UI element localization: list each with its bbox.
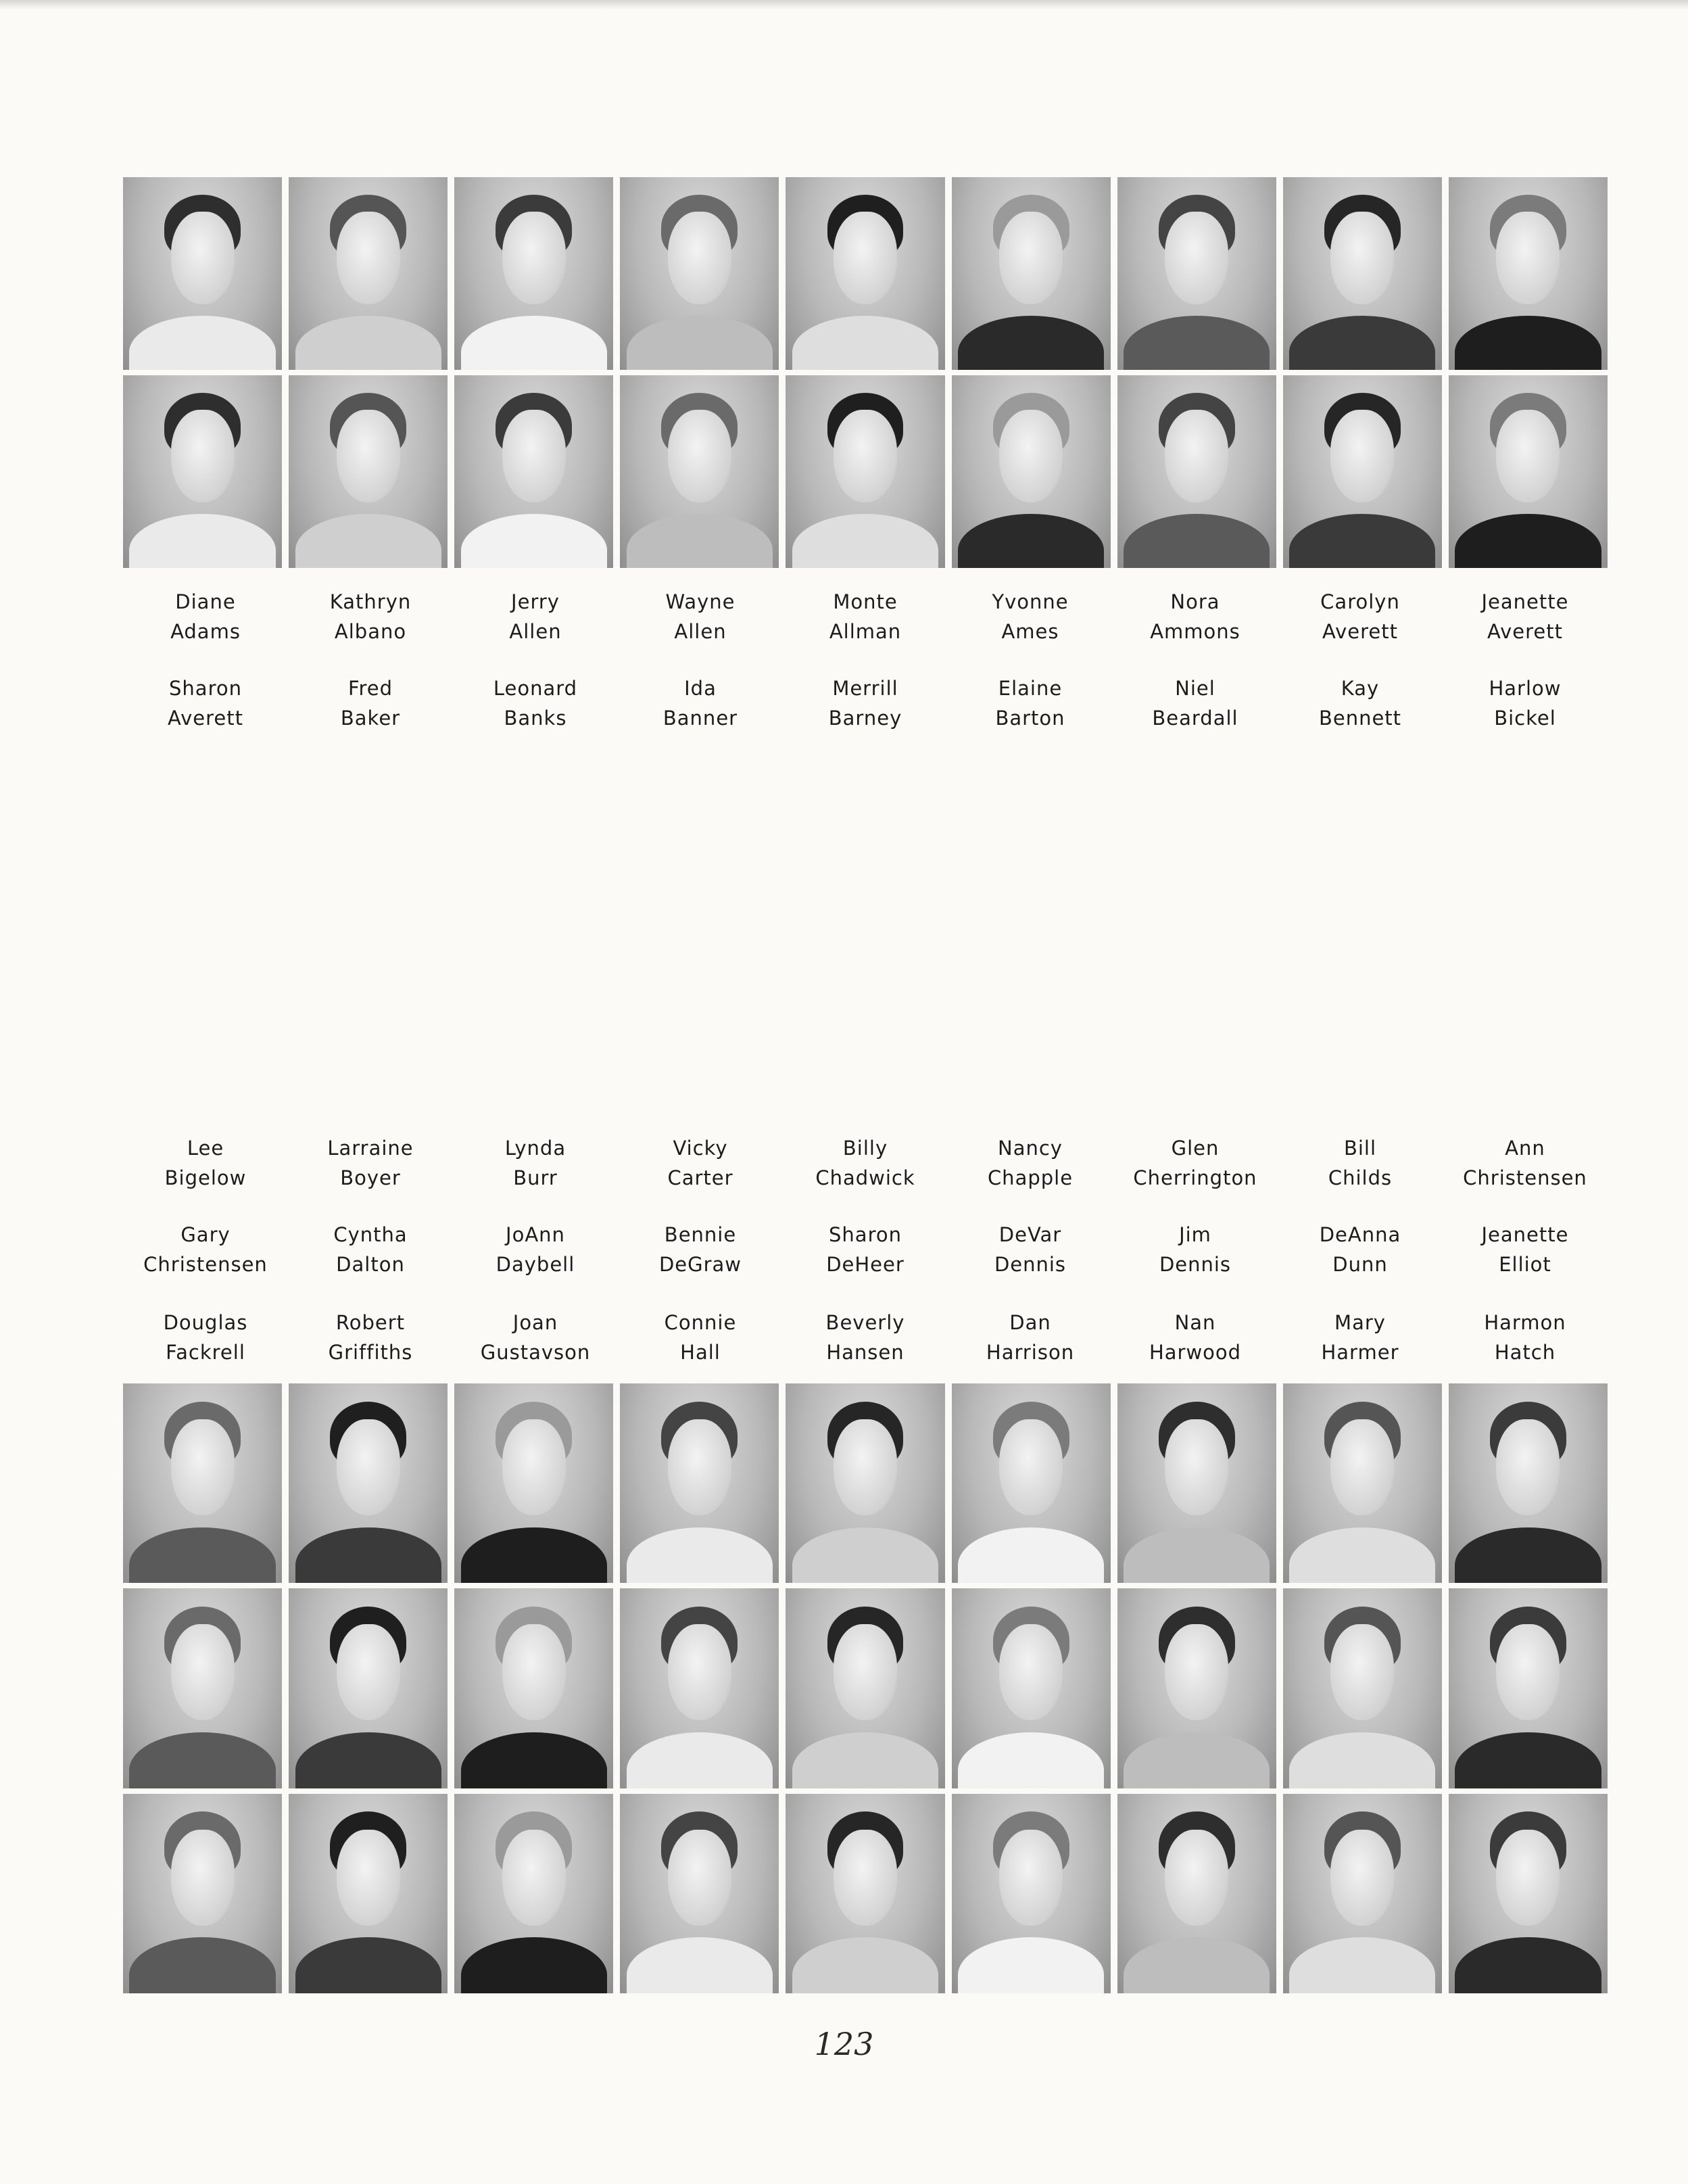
- student-portrait: [289, 177, 448, 370]
- first-name: Nan: [1174, 1311, 1216, 1334]
- student-name: [453, 1133, 618, 1193]
- last-name: Burr: [513, 1166, 558, 1189]
- first-name: Harlow: [1489, 677, 1562, 700]
- first-name: Harmon: [1484, 1311, 1566, 1334]
- first-name: Billy: [842, 1137, 888, 1160]
- last-name: Chapple: [987, 1166, 1074, 1189]
- portrait-shoulders: [295, 1937, 441, 1993]
- first-name: Nancy: [998, 1137, 1063, 1160]
- student-name: [1113, 1133, 1278, 1193]
- student-name: [1443, 587, 1608, 646]
- last-name: Hall: [680, 1341, 721, 1364]
- student-name: [618, 1220, 783, 1279]
- portrait-shoulders: [1289, 1937, 1435, 1993]
- student-name: [783, 673, 948, 733]
- student-name: [1443, 1133, 1608, 1193]
- student-name: [453, 1220, 618, 1279]
- first-name: Cyntha: [333, 1223, 408, 1246]
- first-name: Jerry: [511, 590, 560, 613]
- student-portrait: [1449, 1794, 1608, 1993]
- portrait-face: [502, 1419, 566, 1515]
- portrait-face: [999, 1419, 1063, 1515]
- portrait-shoulders: [792, 316, 938, 370]
- portrait-shoulders: [958, 316, 1104, 370]
- student-name: [1278, 1220, 1443, 1279]
- first-name: Kay: [1341, 677, 1380, 700]
- portrait-shoulders: [295, 316, 441, 370]
- first-name: Lee: [187, 1137, 224, 1160]
- portrait-face: [999, 1830, 1063, 1926]
- portrait-face: [834, 410, 897, 502]
- portrait-shoulders: [461, 316, 607, 370]
- portrait-shoulders: [1289, 1527, 1435, 1584]
- student-portrait: [1283, 1588, 1442, 1788]
- student-name: [1113, 1308, 1278, 1367]
- first-name: Kathryn: [329, 590, 412, 613]
- last-name: Banner: [662, 707, 738, 730]
- portrait-face: [502, 1830, 566, 1926]
- student-portrait: [1117, 1794, 1276, 1993]
- last-name: Dennis: [1159, 1253, 1232, 1276]
- student-name: [1113, 673, 1278, 733]
- last-name: DeGraw: [658, 1253, 742, 1276]
- portrait-shoulders: [1289, 316, 1435, 370]
- portrait-shoulders: [1124, 316, 1270, 370]
- portrait-face: [668, 1830, 731, 1926]
- student-portrait: [454, 1588, 613, 1788]
- portrait-shoulders: [792, 514, 938, 568]
- student-name: [123, 1133, 288, 1193]
- portrait-face: [171, 1419, 235, 1515]
- name-row-3: [123, 1133, 1608, 1193]
- student-portrait: [1449, 1383, 1608, 1583]
- last-name: Allen: [509, 620, 562, 643]
- student-name: [453, 587, 618, 646]
- first-name: Fred: [347, 677, 393, 700]
- portrait-shoulders: [792, 1732, 938, 1788]
- first-name: Joan: [512, 1311, 558, 1334]
- first-name: Mary: [1334, 1311, 1386, 1334]
- student-portrait: [1117, 375, 1276, 568]
- last-name: Banks: [504, 707, 567, 730]
- student-name: [1278, 673, 1443, 733]
- last-name: Dunn: [1332, 1253, 1388, 1276]
- portrait-face: [668, 212, 731, 304]
- student-portrait: [454, 375, 613, 568]
- portrait-shoulders: [129, 1732, 275, 1788]
- student-portrait: [952, 1383, 1111, 1583]
- last-name: Averett: [167, 707, 243, 730]
- student-portrait: [1449, 177, 1608, 370]
- last-name: Harmer: [1321, 1341, 1399, 1364]
- first-name: Lynda: [504, 1137, 566, 1160]
- portrait-shoulders: [627, 1732, 773, 1788]
- portrait-face: [1330, 1624, 1394, 1720]
- first-name: DeVar: [998, 1223, 1062, 1246]
- student-portrait: [1283, 1794, 1442, 1993]
- name-row-4: [123, 1220, 1608, 1279]
- portrait-shoulders: [627, 316, 773, 370]
- portrait-face: [1496, 1419, 1560, 1515]
- student-portrait: [123, 1588, 282, 1788]
- student-portrait: [620, 375, 779, 568]
- portrait-shoulders: [129, 1937, 275, 1993]
- portrait-shoulders: [295, 1732, 441, 1788]
- student-name: [783, 1133, 948, 1193]
- student-portrait: [786, 1383, 944, 1583]
- first-name: Vicky: [673, 1137, 728, 1160]
- portrait-shoulders: [1124, 514, 1270, 568]
- student-portrait: [620, 1794, 779, 1993]
- portrait-face: [834, 1830, 897, 1926]
- first-name: Douglas: [163, 1311, 248, 1334]
- portrait-shoulders: [958, 514, 1104, 568]
- last-name: Dalton: [336, 1253, 405, 1276]
- last-name: Boyer: [340, 1166, 401, 1189]
- student-name: [123, 1308, 288, 1367]
- portrait-shoulders: [958, 1732, 1104, 1788]
- portrait-shoulders: [1124, 1937, 1270, 1993]
- student-name: [783, 587, 948, 646]
- first-name: Sharon: [169, 677, 242, 700]
- last-name: Beardall: [1152, 707, 1238, 730]
- student-name: [1278, 1308, 1443, 1367]
- name-row-5: [123, 1308, 1608, 1367]
- student-portrait: [952, 177, 1111, 370]
- first-name: Larraine: [327, 1137, 414, 1160]
- last-name: Dennis: [994, 1253, 1067, 1276]
- portrait-shoulders: [627, 514, 773, 568]
- name-row-2: [123, 673, 1608, 733]
- portrait-shoulders: [627, 1937, 773, 1993]
- last-name: Harwood: [1149, 1341, 1242, 1364]
- portrait-face: [1165, 1624, 1228, 1720]
- first-name: Connie: [664, 1311, 737, 1334]
- student-portrait: [786, 177, 944, 370]
- first-name: Dan: [1009, 1311, 1051, 1334]
- portrait-face: [1496, 212, 1560, 304]
- student-portrait: [289, 1794, 448, 1993]
- portrait-shoulders: [958, 1937, 1104, 1993]
- student-name: [288, 1308, 453, 1367]
- portrait-face: [668, 1624, 731, 1720]
- last-name: Adams: [170, 620, 241, 643]
- portrait-shoulders: [958, 1527, 1104, 1584]
- first-name: DeAnna: [1319, 1223, 1401, 1246]
- last-name: Allen: [674, 620, 727, 643]
- student-portrait: [1283, 375, 1442, 568]
- student-portrait: [289, 375, 448, 568]
- portrait-shoulders: [461, 1732, 607, 1788]
- student-portrait: [454, 1794, 613, 1993]
- portrait-shoulders: [1455, 1527, 1601, 1584]
- student-name: [948, 673, 1113, 733]
- last-name: Bennett: [1318, 707, 1402, 730]
- portrait-face: [502, 1624, 566, 1720]
- first-name: Glen: [1171, 1137, 1220, 1160]
- last-name: Ammons: [1150, 620, 1240, 643]
- portrait-shoulders: [129, 316, 275, 370]
- portrait-face: [171, 1830, 235, 1926]
- portrait-face: [834, 1624, 897, 1720]
- student-name: [453, 673, 618, 733]
- first-name: Bill: [1343, 1137, 1377, 1160]
- portrait-face: [834, 212, 897, 304]
- portrait-face: [502, 410, 566, 502]
- student-portrait: [786, 1588, 944, 1788]
- student-name: [453, 1308, 618, 1367]
- first-name: Bennie: [664, 1223, 737, 1246]
- portrait-shoulders: [1124, 1732, 1270, 1788]
- last-name: Fackrell: [166, 1341, 245, 1364]
- last-name: Christensen: [143, 1253, 268, 1276]
- last-name: Barney: [828, 707, 902, 730]
- portrait-shoulders: [129, 1527, 275, 1584]
- portrait-face: [1330, 1419, 1394, 1515]
- portrait-shoulders: [792, 1937, 938, 1993]
- portrait-face: [1165, 1419, 1228, 1515]
- portrait-face: [1165, 212, 1228, 304]
- portrait-shoulders: [792, 1527, 938, 1584]
- student-name: [783, 1308, 948, 1367]
- last-name: Childs: [1328, 1166, 1393, 1189]
- last-name: Allman: [829, 620, 902, 643]
- portrait-shoulders: [1455, 514, 1601, 568]
- student-portrait: [786, 375, 944, 568]
- student-name: [1278, 1133, 1443, 1193]
- portrait-shoulders: [129, 514, 275, 568]
- first-name: Carolyn: [1320, 590, 1400, 613]
- portrait-face: [337, 1624, 400, 1720]
- first-name: Monte: [833, 590, 898, 613]
- first-name: Sharon: [829, 1223, 902, 1246]
- portrait-face: [668, 410, 731, 502]
- last-name: Hansen: [826, 1341, 905, 1364]
- portrait-shoulders: [627, 1527, 773, 1584]
- student-name: [288, 1133, 453, 1193]
- student-portrait: [123, 177, 282, 370]
- photo-grid-top: [123, 177, 1608, 568]
- portrait-face: [999, 1624, 1063, 1720]
- last-name: Barton: [995, 707, 1065, 730]
- first-name: Yvonne: [992, 590, 1069, 613]
- student-name: [948, 587, 1113, 646]
- last-name: Averett: [1322, 620, 1398, 643]
- portrait-face: [668, 1419, 731, 1515]
- portrait-shoulders: [1124, 1527, 1270, 1584]
- student-portrait: [289, 1588, 448, 1788]
- last-name: Bickel: [1494, 707, 1556, 730]
- last-name: Harrison: [986, 1341, 1075, 1364]
- student-name: [1113, 1220, 1278, 1279]
- portrait-shoulders: [1289, 1732, 1435, 1788]
- portrait-shoulders: [295, 514, 441, 568]
- student-portrait: [620, 177, 779, 370]
- portrait-face: [337, 410, 400, 502]
- student-name: [123, 1220, 288, 1279]
- last-name: Christensen: [1463, 1166, 1587, 1189]
- page-number: 123: [814, 2026, 874, 2062]
- portrait-shoulders: [461, 1527, 607, 1584]
- student-name: [123, 673, 288, 733]
- portrait-face: [1496, 410, 1560, 502]
- student-portrait: [123, 1794, 282, 1993]
- student-portrait: [1283, 1383, 1442, 1583]
- last-name: Averett: [1487, 620, 1563, 643]
- student-portrait: [454, 177, 613, 370]
- first-name: Nora: [1170, 590, 1220, 613]
- first-name: Merrill: [832, 677, 898, 700]
- first-name: JoAnn: [506, 1223, 565, 1246]
- first-name: Elaine: [998, 677, 1063, 700]
- portrait-face: [1496, 1624, 1560, 1720]
- student-portrait: [1449, 375, 1608, 568]
- first-name: Wayne: [665, 590, 736, 613]
- student-portrait: [1283, 177, 1442, 370]
- student-name: [948, 1133, 1113, 1193]
- portrait-shoulders: [1455, 1937, 1601, 1993]
- first-name: Jeanette: [1481, 1223, 1569, 1246]
- portrait-face: [999, 410, 1063, 502]
- student-portrait: [1117, 177, 1276, 370]
- student-portrait: [1449, 1588, 1608, 1788]
- last-name: DeHeer: [826, 1253, 905, 1276]
- last-name: Chadwick: [815, 1166, 915, 1189]
- portrait-face: [171, 212, 235, 304]
- student-name: [1443, 673, 1608, 733]
- first-name: Jim: [1179, 1223, 1211, 1246]
- portrait-shoulders: [1289, 514, 1435, 568]
- portrait-face: [337, 1830, 400, 1926]
- last-name: Bigelow: [164, 1166, 247, 1189]
- student-name: [1443, 1220, 1608, 1279]
- student-name: [123, 587, 288, 646]
- student-name: [618, 1308, 783, 1367]
- portrait-face: [1330, 410, 1394, 502]
- first-name: Jeanette: [1481, 590, 1569, 613]
- student-name: [783, 1220, 948, 1279]
- student-name: [288, 587, 453, 646]
- last-name: Ames: [1001, 620, 1059, 643]
- portrait-face: [1165, 410, 1228, 502]
- scan-edge: [0, 0, 1688, 9]
- first-name: Robert: [335, 1311, 406, 1334]
- portrait-face: [337, 1419, 400, 1515]
- student-name: [618, 673, 783, 733]
- student-portrait: [1117, 1588, 1276, 1788]
- student-name: [618, 587, 783, 646]
- portrait-shoulders: [295, 1527, 441, 1584]
- portrait-shoulders: [461, 514, 607, 568]
- student-name: [288, 673, 453, 733]
- first-name: Beverly: [825, 1311, 905, 1334]
- student-name: [288, 1220, 453, 1279]
- student-portrait: [1117, 1383, 1276, 1583]
- student-portrait: [786, 1794, 944, 1993]
- first-name: Niel: [1175, 677, 1215, 700]
- student-portrait: [952, 375, 1111, 568]
- student-portrait: [620, 1588, 779, 1788]
- portrait-shoulders: [461, 1937, 607, 1993]
- photo-grid-bottom: [123, 1383, 1608, 1993]
- first-name: Ida: [684, 677, 717, 700]
- portrait-face: [502, 212, 566, 304]
- last-name: Griffiths: [328, 1341, 413, 1364]
- student-portrait: [952, 1794, 1111, 1993]
- student-portrait: [123, 1383, 282, 1583]
- portrait-face: [999, 212, 1063, 304]
- portrait-face: [337, 212, 400, 304]
- portrait-face: [1330, 212, 1394, 304]
- student-name: [1443, 1308, 1608, 1367]
- last-name: Elliot: [1499, 1253, 1551, 1276]
- student-portrait: [454, 1383, 613, 1583]
- student-portrait: [952, 1588, 1111, 1788]
- student-name: [1278, 587, 1443, 646]
- last-name: Baker: [340, 707, 401, 730]
- last-name: Albano: [334, 620, 407, 643]
- portrait-face: [834, 1419, 897, 1515]
- student-name: [1113, 587, 1278, 646]
- portrait-shoulders: [1455, 1732, 1601, 1788]
- portrait-face: [1165, 1830, 1228, 1926]
- first-name: Gary: [180, 1223, 231, 1246]
- first-name: Diane: [175, 590, 236, 613]
- name-row-1: [123, 587, 1608, 646]
- portrait-face: [1496, 1830, 1560, 1926]
- student-portrait: [289, 1383, 448, 1583]
- last-name: Hatch: [1494, 1341, 1556, 1364]
- last-name: Carter: [667, 1166, 733, 1189]
- student-name: [948, 1308, 1113, 1367]
- portrait-shoulders: [1455, 316, 1601, 370]
- first-name: Leonard: [493, 677, 578, 700]
- portrait-face: [1330, 1830, 1394, 1926]
- student-portrait: [123, 375, 282, 568]
- portrait-face: [171, 410, 235, 502]
- last-name: Cherrington: [1133, 1166, 1257, 1189]
- first-name: Ann: [1505, 1137, 1545, 1160]
- last-name: Gustavson: [480, 1341, 591, 1364]
- student-name: [618, 1133, 783, 1193]
- portrait-face: [171, 1624, 235, 1720]
- last-name: Daybell: [496, 1253, 575, 1276]
- student-portrait: [620, 1383, 779, 1583]
- student-name: [948, 1220, 1113, 1279]
